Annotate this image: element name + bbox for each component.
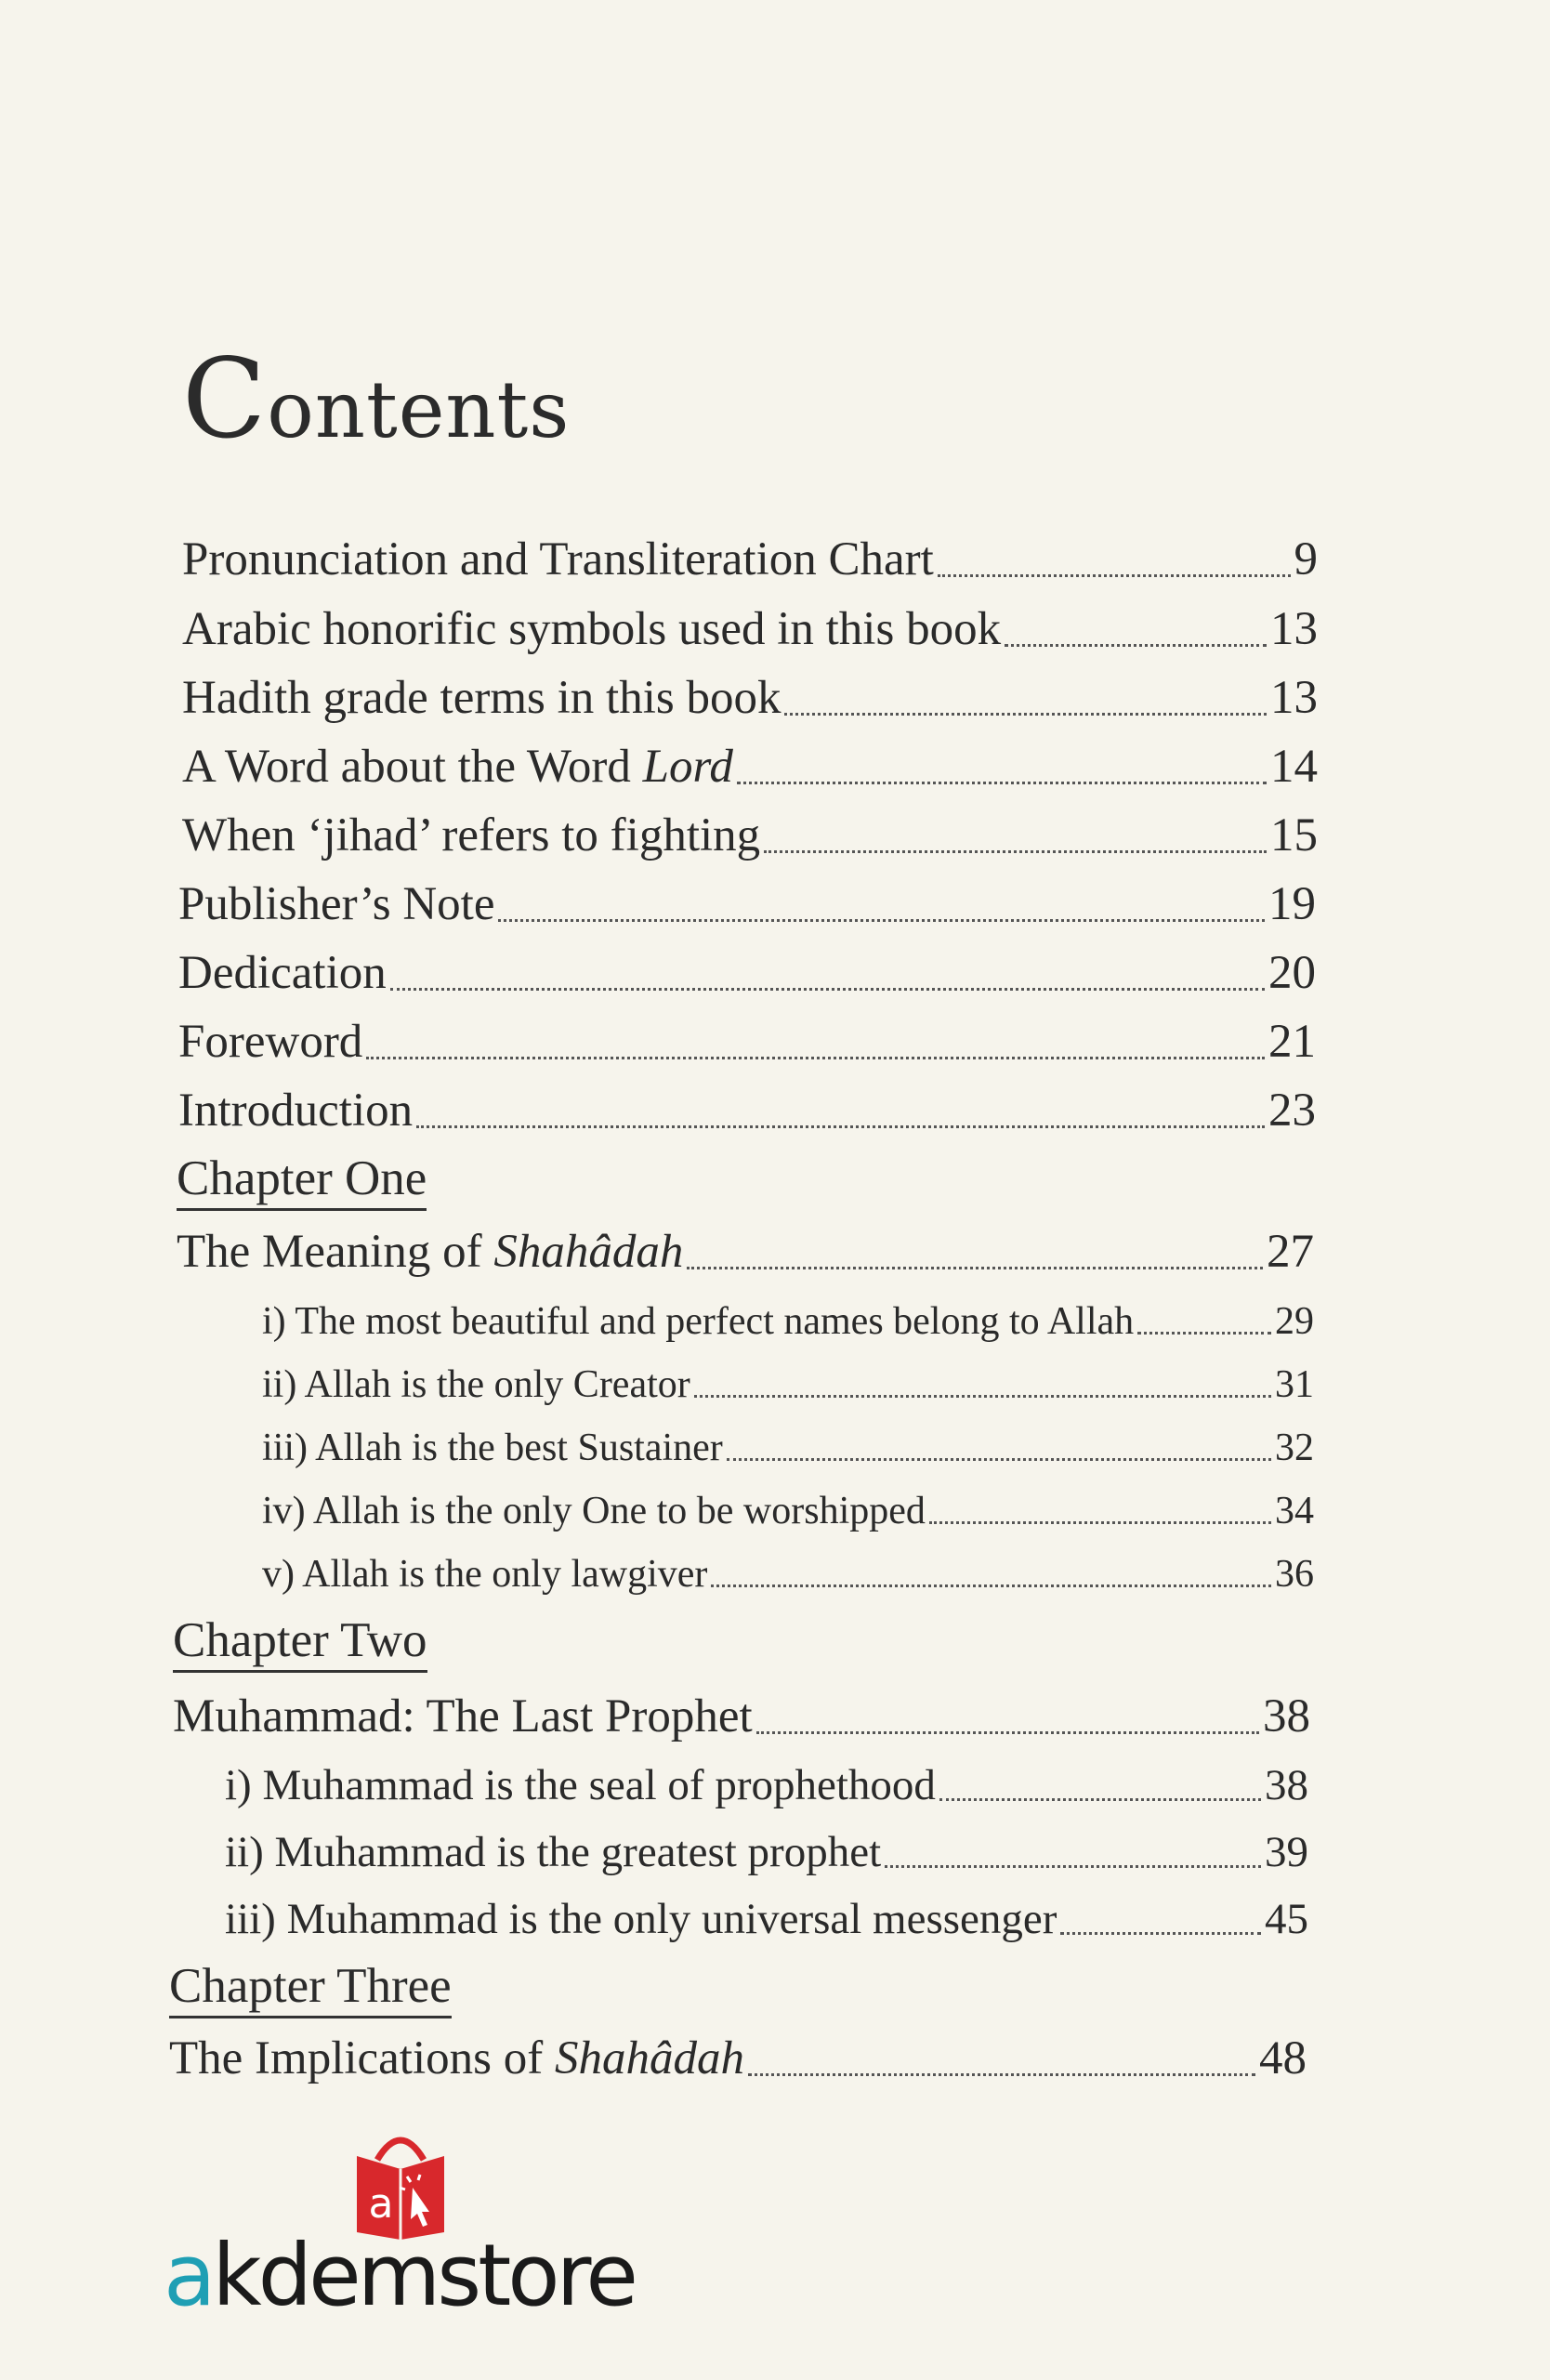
toc-entry-foreword[interactable] [178,1015,1316,1069]
toc-entry-label: Dedication [178,947,387,999]
toc-entry-label: Muhammad: The Last Prophet [173,1690,753,1742]
leader-dots [1005,644,1267,647]
toc-page-number: 9 [1294,533,1318,585]
toc-entry-pronunciation[interactable] [182,533,1318,586]
leader-dots [748,2073,1255,2076]
toc-page-number: 29 [1275,1300,1314,1343]
leader-dots [756,1731,1259,1734]
toc-page-number: 13 [1270,603,1318,655]
toc-page-number: 48 [1259,2032,1307,2084]
toc-entry-label: i) Muhammad is the seal of prophethood [225,1761,936,1809]
bag-letter: a [368,2180,394,2228]
toc-page-number: 15 [1270,809,1318,861]
leader-dots [1137,1332,1271,1335]
toc-entry-hadith-grade-terms[interactable] [182,671,1318,725]
toc-page-number: 32 [1275,1427,1314,1469]
toc-entry-label: iii) Muhammad is the only universal messenger [225,1895,1057,1943]
toc-subentry-beautiful-names[interactable] [262,1299,1314,1344]
toc-entry-dedication[interactable] [178,946,1316,1000]
store-logo [164,2128,647,2323]
leader-dots [938,574,1291,577]
leader-dots [727,1458,1271,1461]
toc-entry-label [169,2032,744,2085]
leader-dots [694,1395,1271,1398]
title-rest: ontents [267,364,571,455]
leader-dots [737,782,1267,784]
chapter-three-heading: Chapter Three [169,1958,452,2018]
toc-subentry-only-one-worshipped[interactable] [262,1489,1314,1533]
leader-dots [1060,1932,1261,1935]
chapter-two-heading: Chapter Two [173,1612,427,1673]
wordmark-rest: kdemstore [212,2226,635,2325]
leader-dots [390,988,1265,991]
toc-page-number: 20 [1268,947,1316,999]
toc-page-number: 31 [1275,1363,1314,1406]
toc-page-number: 23 [1268,1085,1316,1137]
toc-page-number: 14 [1270,741,1318,793]
toc-entry-label: iii) Allah is the best Sustainer [262,1427,723,1469]
toc-subentry-only-lawgiver[interactable] [262,1552,1314,1597]
toc-page-number: 45 [1265,1895,1308,1943]
toc-page-number: 38 [1263,1690,1310,1742]
toc-entry-label: iv) Allah is the only One to be worshipped [262,1490,926,1532]
leader-dots [784,713,1267,716]
leader-dots [939,1798,1261,1801]
toc-page-number: 34 [1275,1490,1314,1532]
toc-entry-label: Hadith grade terms in this book [182,672,782,724]
toc-entry-label: ii) Allah is the only Creator [262,1363,690,1406]
toc-entry-label: Introduction [178,1085,414,1137]
chapter-one-heading: Chapter One [177,1151,427,1211]
toc-subentry-universal-messenger[interactable] [225,1894,1308,1944]
toc-subentry-greatest-prophet[interactable] [225,1827,1308,1877]
toc-entry-label: i) The most beautiful and perfect names belong to Allah [262,1300,1135,1343]
leader-dots [416,1125,1265,1128]
label-italic: Shahâdah [493,1226,684,1278]
toc-page-number: 27 [1267,1226,1314,1278]
shopping-bag-icon [349,2128,452,2240]
store-wordmark [164,2226,635,2325]
toc-page-number: 39 [1265,1828,1308,1876]
leader-dots [366,1057,1265,1059]
label-prefix: The Implications of [169,2032,555,2084]
toc-entry-word-lord[interactable] [182,740,1318,794]
toc-entry-introduction[interactable] [178,1084,1316,1137]
toc-entry-label: v) Allah is the only lawgiver [262,1553,708,1596]
title-initial: C [182,335,268,463]
label-italic: Lord [642,741,733,793]
toc-entry-label: Publisher’s Note [178,878,495,930]
toc-subentry-best-sustainer[interactable] [262,1426,1314,1470]
toc-entry-label [177,1225,683,1279]
toc-entry-label: Pronunciation and Transliteration Chart [182,533,934,585]
toc-page-number: 21 [1268,1016,1316,1068]
label-prefix: The Meaning of [177,1226,494,1278]
leader-dots [711,1584,1271,1587]
toc-page-number: 36 [1275,1553,1314,1596]
label-prefix: A Word about the Word [182,741,643,793]
toc-subentry-only-creator[interactable] [262,1362,1314,1407]
label-italic: Shahâdah [554,2032,744,2084]
toc-entry-label [182,740,733,794]
leader-dots [498,919,1265,922]
toc-entry-label: Arabic honorific symbols used in this book [182,603,1002,655]
toc-page-number: 38 [1265,1761,1308,1809]
leader-dots [687,1267,1263,1269]
toc-entry-label: ii) Muhammad is the greatest prophet [225,1828,882,1876]
toc-entry-label: When ‘jihad’ refers to fighting [182,809,761,861]
toc-subentry-seal-of-prophethood[interactable] [225,1760,1308,1810]
page-title [182,335,570,463]
leader-dots [764,850,1267,853]
toc-entry-honorific-symbols[interactable] [182,602,1318,656]
leader-dots [929,1521,1271,1524]
toc-entry-jihad[interactable] [182,809,1318,862]
toc-page-number: 19 [1268,878,1316,930]
toc-entry-last-prophet[interactable] [173,1690,1310,1743]
toc-page-number: 13 [1270,672,1318,724]
toc-entry-implications-of-shahadah[interactable] [169,2032,1307,2085]
toc-entry-publishers-note[interactable] [178,877,1316,931]
wordmark-accent: a [164,2226,213,2325]
leader-dots [885,1865,1261,1868]
toc-entry-label: Foreword [178,1016,363,1068]
toc-entry-meaning-of-shahadah[interactable] [177,1225,1314,1279]
